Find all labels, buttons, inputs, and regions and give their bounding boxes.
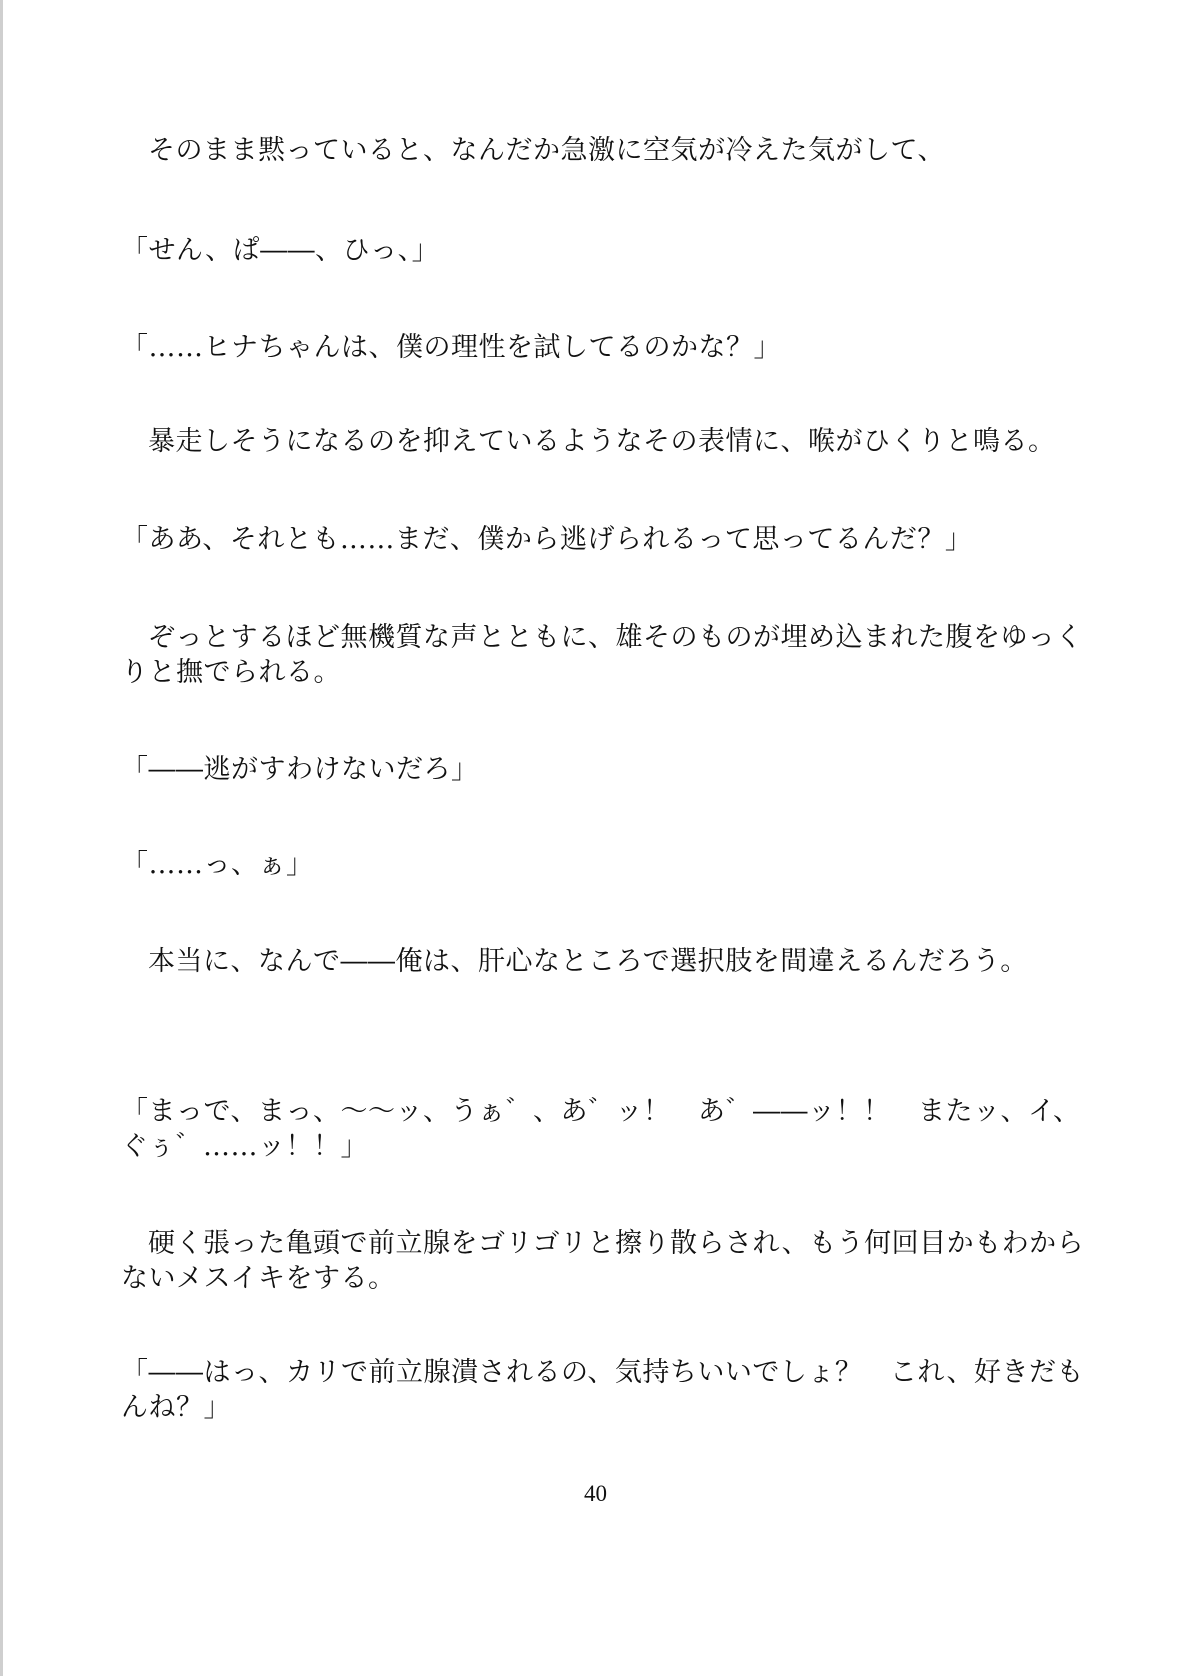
dialogue-line: 「せん、ぱ――、ひっ、」 <box>121 235 440 266</box>
page-number: 40 <box>584 1481 607 1506</box>
narration-paragraph: 暴走しそうになるのを抑えているようなその表情に、喉がひくりと鳴る。 <box>148 426 1056 457</box>
narration-paragraph: 本当に、なんで――俺は、肝心なところで選択肢を間違えるんだろう。 <box>148 946 1028 977</box>
narration-paragraph: そのまま黙っていると、なんだか急激に空気が冷えた気がして、 <box>148 135 945 166</box>
narration-paragraph: 硬く張った亀頭で前立腺をゴリゴリと擦り散らされ、もう何回目かもわからないメスイキをする。 <box>121 1228 1085 1294</box>
dialogue-line: 「――はっ、カリで前立腺潰されるの、気持ちいいでしょ？ これ、好きだもんね？」 <box>121 1357 1085 1423</box>
dialogue-line: 「ああ、それとも……まだ、僕から逃げられるって思ってるんだ？」 <box>121 524 973 555</box>
dialogue-line: 「――逃がすわけないだろ」 <box>121 754 479 785</box>
dialogue-line: 「……ヒナちゃんは、僕の理性を試してるのかな？」 <box>121 332 781 363</box>
dialogue-line: 「……っ、ぁ」 <box>121 849 314 880</box>
dialogue-line: 「まっで、まっ、～～ッ、うぁ゛、あ゛ッ！ あ゛――ッ！！ またッ、イ、ぐぅ゛……ッ！！」 <box>121 1096 1081 1162</box>
narration-paragraph: ぞっとするほど無機質な声とともに、雄そのものが埋め込まれた腹をゆっくりと撫でられる。 <box>121 622 1083 688</box>
